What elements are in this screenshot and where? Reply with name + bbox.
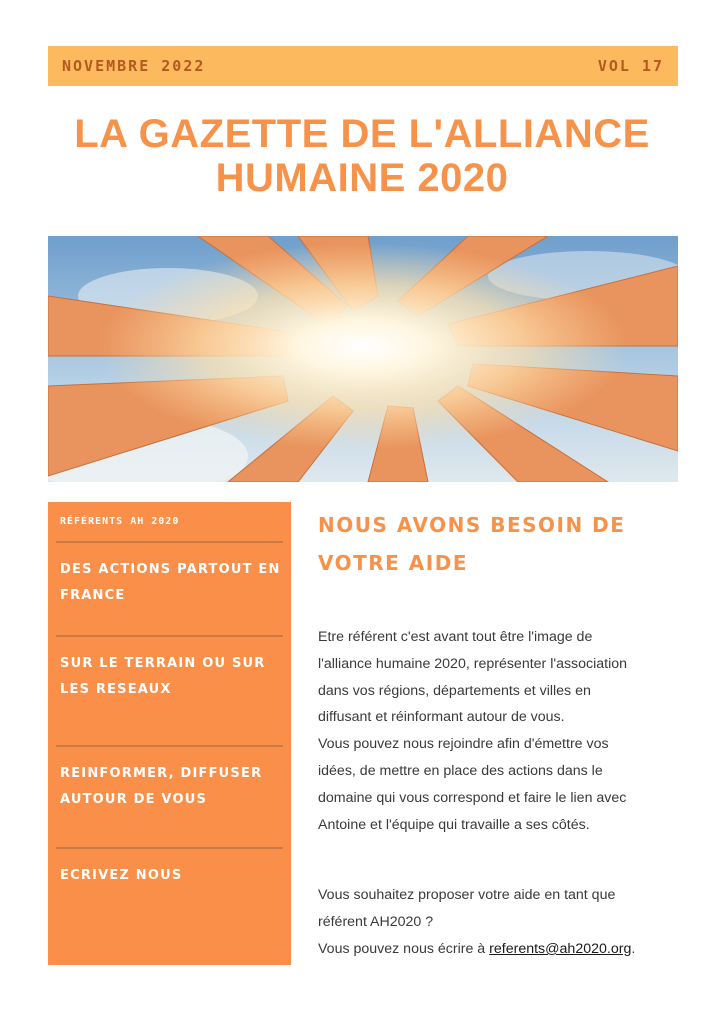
- article-paragraph-1: [318, 624, 668, 838]
- issue-volume: VOL 17: [597, 57, 664, 75]
- contact-prefix: Vous pouvez nous écrire à: [318, 940, 490, 957]
- paragraph-line: diffusant et réinformant autour de vous.: [318, 709, 565, 726]
- paragraph-line: domaine qui vous correspond et faire le lien avec: [318, 789, 627, 806]
- paragraph-line: dans vos régions, départements et villes en: [318, 682, 591, 699]
- hands-circle-sky-image: [48, 236, 678, 482]
- sidebar-item-ecrivez: ECRIVEZ NOUS: [60, 868, 183, 883]
- paragraph-line: Vous pouvez nous rejoindre afin d'émettre vos: [318, 736, 609, 753]
- sidebar-item-reinformer: REINFORMER, DIFFUSER AUTOUR DE VOUS: [60, 766, 263, 807]
- title-line-1: LA GAZETTE DE L'ALLIANCE: [74, 112, 650, 156]
- header-bar: [48, 46, 678, 86]
- sidebar-panel: [48, 502, 291, 965]
- paragraph-line: idées, de mettre en place des actions dans le: [318, 762, 603, 779]
- paragraph-line: Vous souhaitez proposer votre aide en tant que: [318, 887, 616, 904]
- paragraph-line: l'alliance humaine 2020, représenter l'association: [318, 655, 628, 672]
- title-line-2: HUMAINE 2020: [215, 156, 509, 200]
- hero-image: [48, 236, 678, 482]
- contact-email-link[interactable]: referents@ah2020.org: [489, 940, 632, 957]
- page-title: [30, 112, 694, 200]
- issue-date: NOVEMBRE 2022: [62, 57, 206, 75]
- sidebar-category: RÉFÉRENTS AH 2020: [60, 516, 180, 527]
- sidebar-item-actions: DES ACTIONS PARTOUT EN FRANCE: [60, 562, 281, 603]
- paragraph-line: Antoine et l'équipe qui travaille a ses côtés.: [318, 816, 590, 833]
- sidebar-item-terrain: SUR LE TERRAIN OU SUR LES RESEAUX: [60, 656, 266, 697]
- contact-line: [318, 936, 668, 963]
- paragraph-line: référent AH2020 ?: [318, 914, 434, 931]
- contact-suffix: .: [631, 940, 636, 957]
- paragraph-line: Etre référent c'est avant tout être l'image de: [318, 629, 593, 645]
- article-heading: NOUS AVONS BESOIN DE VOTRE AIDE: [318, 513, 626, 575]
- article: [318, 506, 668, 963]
- article-paragraph-2: [318, 882, 668, 962]
